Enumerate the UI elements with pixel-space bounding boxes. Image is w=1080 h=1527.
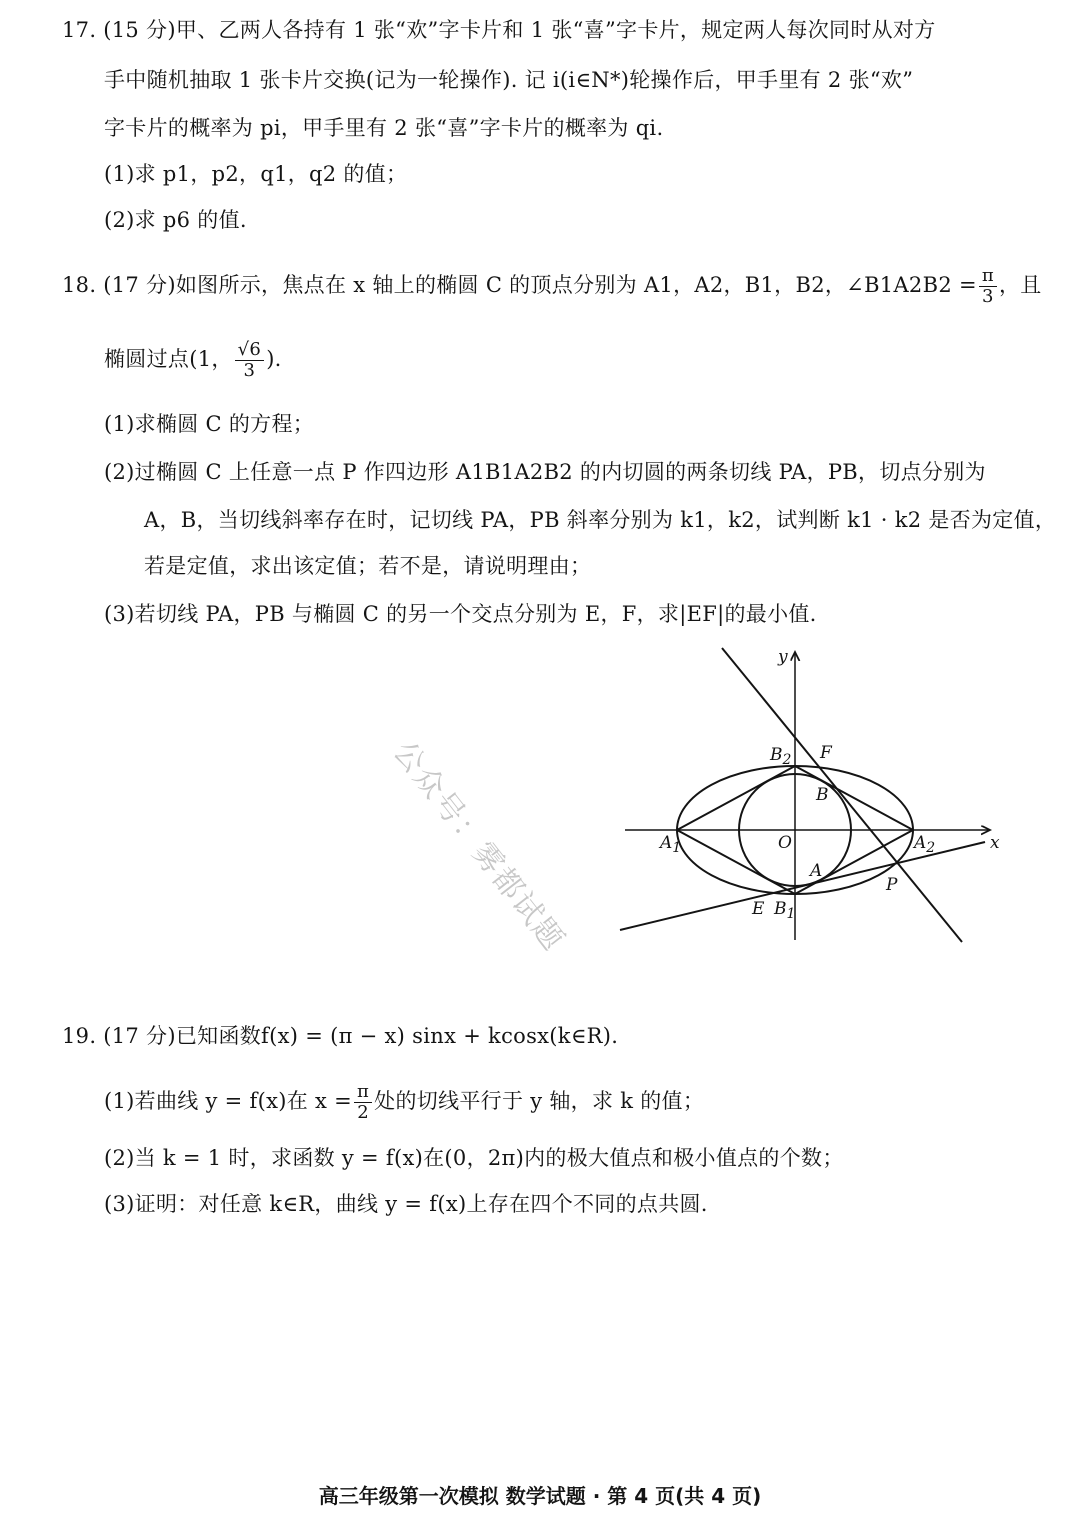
label-y: y [778, 647, 788, 667]
q19-part-1-post: 处的切线平行于 y 轴，求 k 的值； [374, 1089, 705, 1113]
q19-line-1: 19. (17 分)已知函数f(x) = (π − x) sinx + kcosx(k∈R). [62, 1024, 619, 1048]
q18-point-fraction [235, 340, 265, 381]
q18-line-2-post: ). [266, 347, 282, 371]
q18-angle-fraction [979, 266, 997, 307]
q18-line-2-pre: 椭圆过点(1， [104, 347, 233, 371]
watermark: 公众号：雾都试题 [386, 734, 572, 959]
tangent-line-pb [722, 648, 962, 942]
q18-part-1: (1)求椭圆 C 的方程； [104, 412, 315, 436]
label-b: B [816, 785, 829, 805]
label-o: O [778, 833, 792, 853]
q19-part-1 [104, 1082, 704, 1123]
q18-angle-frac-num: π [979, 266, 997, 287]
q17-line-1: 17. (15 分)甲、乙两人各持有 1 张“欢”字卡片和 1 张“喜”字卡片，规定两人每次同时从对方 [62, 18, 936, 42]
q18-line-1 [62, 266, 1042, 307]
label-f: F [820, 743, 832, 763]
q18-part-2-line-3: 若是定值，求出该定值；若不是，请说明理由； [144, 554, 592, 578]
label-e: E [752, 899, 765, 919]
q18-angle-frac-den: 3 [982, 286, 994, 307]
q17-line-3: 字卡片的概率为 pi，甲手里有 2 张“喜”字卡片的概率为 qi. [104, 116, 664, 140]
q18-line-1-text: 18. (17 分)如图所示，焦点在 x 轴上的椭圆 C 的顶点分别为 A1，A2，B1，B2，∠B1A2B2 = [62, 273, 977, 297]
q19-part-1-pre: (1)若曲线 y = f(x)在 x = [104, 1089, 353, 1113]
page-footer: 高三年级第一次模拟 数学试题 · 第 4 页(共 4 页) [318, 1484, 762, 1508]
q19-frac-num: π [354, 1082, 372, 1103]
q18-line-1-tail: ，且 [999, 273, 1042, 297]
q19-fraction [354, 1082, 372, 1123]
label-b2: $B_2$ [770, 745, 792, 768]
label-b1: $B_1$ [774, 899, 796, 922]
label-p: P [886, 875, 898, 895]
label-a1: $A_1$ [660, 833, 682, 856]
label-x: x [990, 833, 1000, 853]
label-a: A [810, 861, 823, 881]
q19-frac-den: 2 [357, 1102, 369, 1123]
q18-line-2 [104, 340, 282, 381]
q19-part-3: (3)证明：对任意 k∈R，曲线 y = f(x)上存在四个不同的点共圆. [104, 1192, 708, 1216]
q18-part-3: (3)若切线 PA，PB 与椭圆 C 的另一个交点分别为 E，F，求|EF|的最小值. [104, 602, 817, 626]
label-a2: $A_2$ [914, 833, 936, 856]
q18-point-frac-num: √6 [235, 340, 265, 361]
q18-part-2-line-2: A，B，当切线斜率存在时，记切线 PA，PB 斜率分别为 k1，k2，试判断 k1 · k2 是否为定值， [144, 508, 1057, 532]
q18-part-2-line-1: (2)过椭圆 C 上任意一点 P 作四边形 A1B1A2B2 的内切圆的两条切线 PA，PB，切点分别为 [104, 460, 986, 484]
ellipse-figure [600, 640, 1020, 950]
q19-part-2: (2)当 k = 1 时，求函数 y = f(x)在(0，2π)内的极大值点和极小值点的个数； [104, 1146, 844, 1170]
q18-point-frac-den: 3 [243, 360, 256, 381]
q17-line-2: 手中随机抽取 1 张卡片交换(记为一轮操作). 记 i(i∈N*)轮操作后，甲手里有 2 张“欢” [104, 68, 914, 92]
q17-part-1: (1)求 p1，p2，q1，q2 的值； [104, 162, 408, 186]
q17-part-2: (2)求 p6 的值. [104, 208, 247, 232]
